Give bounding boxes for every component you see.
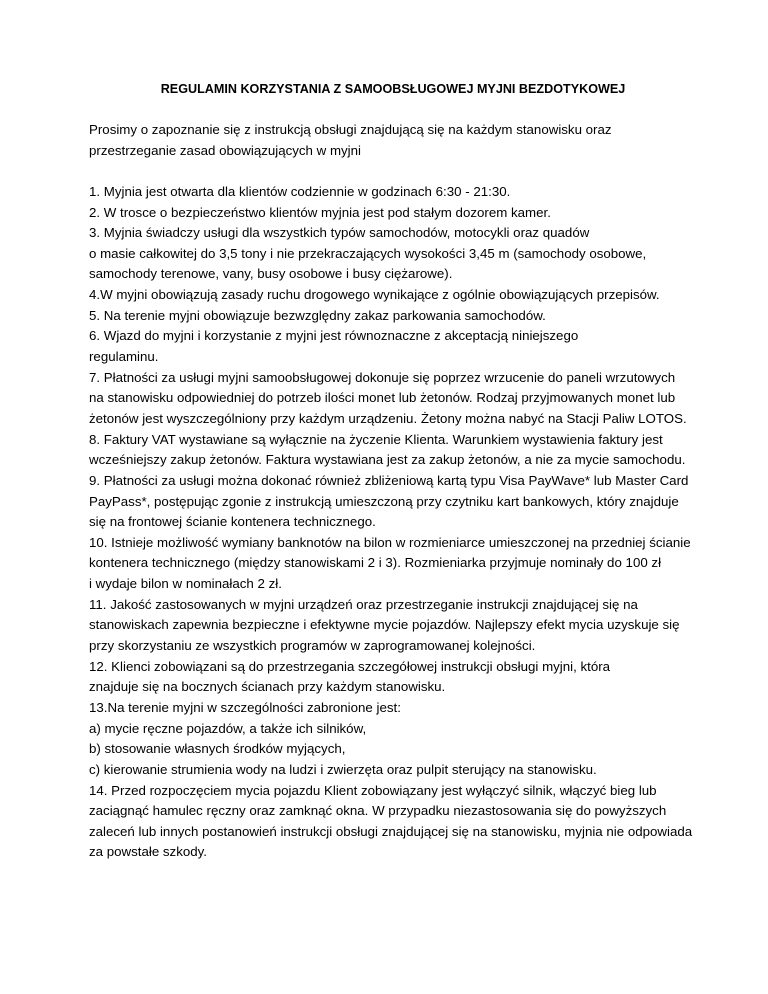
- rule-line: i wydaje bilon w nominałach 2 zł.: [89, 576, 282, 592]
- rule-line: stanowiskach zapewnia bezpieczne i efektywne mycie pojazdów. Najlepszy efekt mycia uzyskuje się: [89, 617, 680, 633]
- rule-line: a) mycie ręczne pojazdów, a także ich silników,: [89, 720, 367, 736]
- rule-line: samochody terenowe, vany, busy osobowe i busy ciężarowe).: [89, 266, 453, 282]
- rule-line: 7. Płatności za usługi myjni samoobsługowej dokonuje się poprzez wrzucenie do paneli wrzutowych: [89, 369, 676, 385]
- rule-line: 3. Myjnia świadczy usługi dla wszystkich typów samochodów, motocykli oraz quadów: [89, 225, 590, 241]
- rule-line: PayPass*, postępując zgonie z instrukcją umieszczoną przy czytniku kart bankowych, który znajduje: [89, 493, 679, 509]
- rule-line: wcześniejszy zakup żetonów. Faktura wystawiana jest za zakup żetonów, a nie za mycie samochodu.: [89, 452, 686, 468]
- rule-line: się na frontowej ścianie kontenera technicznego.: [89, 514, 376, 530]
- rule-line: 2. W trosce o bezpieczeństwo klientów myjnia jest pod stałym dozorem kamer.: [89, 204, 551, 220]
- rule-line: 5. Na terenie myjni obowiązuje bezwzględny zakaz parkowania samochodów.: [89, 307, 546, 323]
- rule-line: na stanowisku odpowiedniej do potrzeb ilości monet lub żetonów. Rodzaj przyjmowanych monet lub: [89, 390, 676, 406]
- rule-line: 14. Przed rozpoczęciem mycia pojazdu Klient zobowiązany jest wyłączyć silnik, włączyć bieg lub: [89, 782, 657, 798]
- rules-list: [89, 182, 768, 863]
- rule-line: zaciągnąć hamulec ręczny oraz zamknąć okna. W przypadku niezastosowania się do powyższych: [89, 803, 667, 819]
- rule-line: kontenera technicznego (między stanowiskami 2 i 3). Rozmieniarka przyjmuje nominały do 100 zł: [89, 555, 662, 571]
- intro-line: Prosimy o zapoznanie się z instrukcją obsługi znajdującą się na każdym stanowisku oraz: [89, 122, 612, 137]
- rule-line: przy skorzystaniu ze wszystkich programów w zaprogramowanej kolejności.: [89, 638, 536, 654]
- rule-line: 10. Istnieje możliwość wymiany banknotów na bilon w rozmieniarce umieszczonej na przedniej ścianie: [89, 534, 691, 550]
- rule-line: 9. Płatności za usługi można dokonać również zbliżeniową kartą typu Visa PayWave* lub Master Card: [89, 472, 689, 488]
- rule-line: c) kierowanie strumienia wody na ludzi i zwierzęta oraz pulpit sterujący na stanowisku.: [89, 761, 597, 777]
- rule-line: 6. Wjazd do myjni i korzystanie z myjni jest równoznaczne z akceptacją niniejszego: [89, 328, 579, 344]
- rule-line: znajduje się na bocznych ścianach przy każdym stanowisku.: [89, 679, 446, 695]
- paragraph-gap: [89, 161, 768, 182]
- document-title: REGULAMIN KORZYSTANIA Z SAMOOBSŁUGOWEJ MYJNI BEZDOTYKOWEJ: [160, 82, 626, 96]
- rule-line: żetonów jest wyszczególniony przy każdym urządzeniu. Żetony można nabyć na Stacji Paliw LOTOS.: [89, 410, 687, 426]
- rule-line: 13.Na terenie myjni w szczególności zabronione jest:: [89, 699, 401, 715]
- rule-line: za powstałe szkody.: [89, 844, 208, 860]
- intro-paragraph: [89, 120, 768, 161]
- rule-line: 1. Myjnia jest otwarta dla klientów codziennie w godzinach 6:30 - 21:30.: [89, 183, 511, 199]
- rule-line: 8. Faktury VAT wystawiane są wyłącznie na życzenie Klienta. Warunkiem wystawienia faktury jest: [89, 431, 663, 447]
- rule-line: 11. Jakość zastosowanych w myjni urządzeń oraz przestrzeganie instrukcji znajdującej się na: [89, 596, 638, 612]
- rule-line: zaleceń lub innych postanowień instrukcji obsługi znajdującej się na stanowisku, myjnia nie odpowiada: [89, 823, 693, 839]
- rule-line: o masie całkowitej do 3,5 tony i nie przekraczających wysokości 3,45 m (samochody osobowe,: [89, 245, 647, 261]
- rule-line: b) stosowanie własnych środków myjących,: [89, 741, 346, 757]
- rule-line: regulaminu.: [89, 349, 159, 365]
- rule-line: 4.W myjni obowiązują zasady ruchu drogowego wynikające z ogólnie obowiązujących przepisów.: [89, 287, 660, 303]
- rule-line: 12. Klienci zobowiązani są do przestrzegania szczegółowej instrukcji obsługi myjni, która: [89, 658, 611, 674]
- intro-line: przestrzeganie zasad obowiązujących w myjni: [89, 142, 361, 158]
